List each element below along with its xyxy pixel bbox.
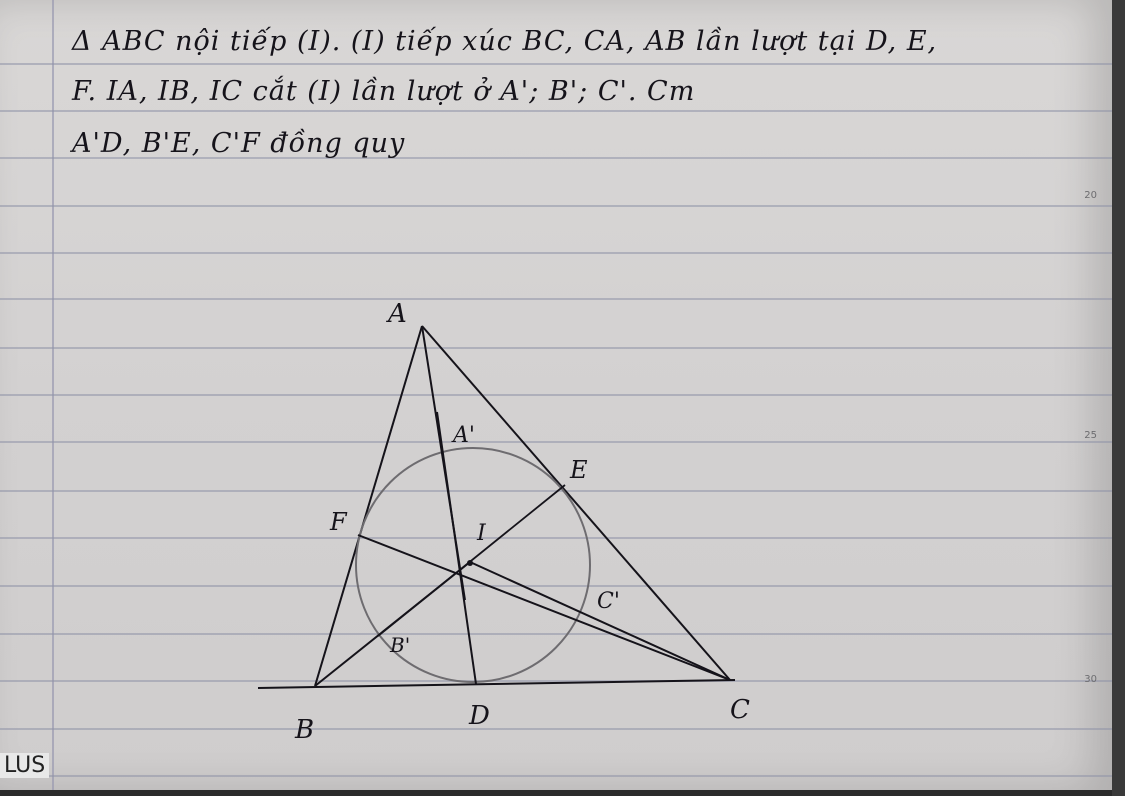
label-b: B [295, 715, 315, 745]
label-e: E [570, 456, 588, 484]
line-number-30: 30 [1084, 674, 1097, 685]
label-a-prime: A' [453, 423, 475, 448]
label-a: A [388, 299, 407, 329]
label-i: I [477, 521, 486, 546]
label-f: F [330, 508, 347, 536]
side-ab [315, 326, 422, 686]
page-edge [1112, 0, 1125, 796]
label-c: C [730, 695, 750, 725]
corner-label: LUS [0, 753, 49, 778]
problem-line-2: F. IA, IB, IC cắt (I) lần lượt ở A'; B'; C'. Cm [72, 76, 696, 107]
line-a-prime-d [437, 412, 476, 684]
line-bc [258, 680, 735, 688]
label-c-prime: C' [597, 589, 620, 614]
line-ic [470, 562, 730, 680]
problem-line-3: A'D, B'E, C'F đồng quy [72, 128, 406, 159]
point-i [467, 560, 473, 566]
problem-line-1: Δ ABC nội tiếp (I). (I) tiếp xúc BC, CA, AB lần lượt tại D, E, [72, 26, 938, 57]
line-number-20: 20 [1084, 190, 1097, 201]
line-number-25: 25 [1084, 430, 1097, 441]
label-b-prime: B' [390, 633, 411, 657]
label-d: D [469, 701, 490, 731]
